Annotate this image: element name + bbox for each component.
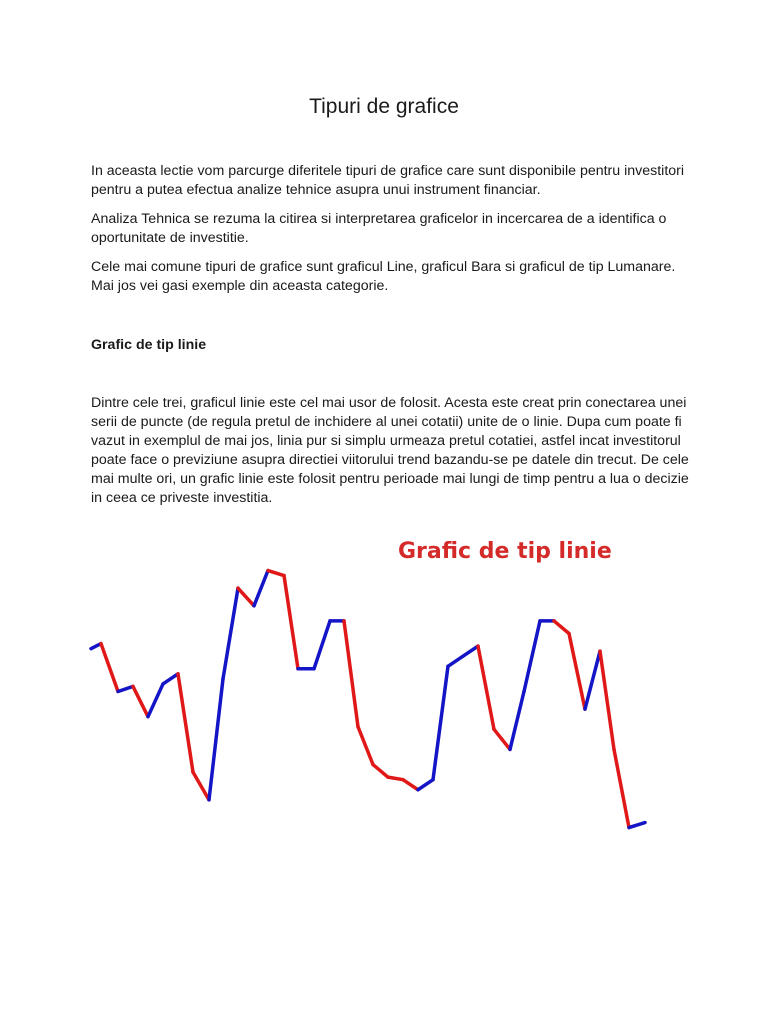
chart-line-segment [358,727,373,765]
chart-line-segment [585,651,600,709]
chart-line-segment [101,644,118,692]
chart-line-segment [254,571,268,606]
chart-line-segment [178,674,193,772]
chart-line-segment [554,621,569,634]
chart-series-line [91,571,645,828]
section-heading: Grafic de tip linie [91,337,207,353]
analysis-paragraph: Analiza Tehnica se rezuma la citirea si interpretarea graficelor in incercarea de a identifica o oportunitate de investitie. [91,211,667,246]
chart-line-segment [373,765,388,778]
chart-title: Grafic de tip linie [398,539,612,564]
chart-line-segment [133,686,148,716]
chart-line-segment [569,634,585,710]
chart-line-segment [388,777,403,780]
chart-line-segment [478,646,494,729]
page-title: Tipuri de grafice [309,95,459,118]
chart-line-segment [284,576,298,669]
chart-line-segment [433,666,448,779]
chart-line-segment [268,571,284,576]
chart-line-segment [418,780,433,790]
chart-line-segment [238,588,254,606]
chart-line-segment [600,651,614,749]
chart-line-segment [148,684,163,717]
chart-line-segment [614,749,629,827]
chart-line-segment [223,588,238,679]
chart-line-segment [163,674,178,684]
chart-line-segment [524,621,540,692]
chart-line-segment [118,686,133,691]
line-chart-paragraph: Dintre cele trei, graficul linie este cel mai usor de folosit. Acesta este creat prin conectarea unei serii de puncte (de regula pretul de inchidere al unei cotatii) unite de o linie. Dupa cum poate fi vazut in exemplul de mai jos, linia pur si simplu urmeaza pretul cotatiei, astfel incat investitorul poate face o previziune asupra directiei viitorului trend bazandu-se pe datele din trecut. De cele mai multe ori, un grafic linie este folosit pentru perioade mai lungi de timp pentru a lua o decizie in ceea ce priveste investitia. [91,395,689,506]
chart-line-segment [314,621,330,669]
chart-line-segment [403,780,418,790]
chart-line-segment [463,646,478,656]
intro-paragraph: In aceasta lectie vom parcurge diferitele tipuri de grafice care sunt disponibile pentru investitori pentru a putea efectua analize tehnice asupra unui instrument financiar. [91,163,685,198]
chart-line-segment [494,729,510,749]
chart-line-segment [629,823,645,828]
chart-line-segment [209,679,223,800]
chart-line-segment [193,772,209,800]
chart-types-paragraph: Cele mai comune tipuri de grafice sunt graficul Line, graficul Bara si graficul de tip Lumanare. Mai jos vei gasi exemple din aceasta categorie. [91,259,676,294]
line-chart [0,520,768,860]
chart-line-segment [344,621,358,727]
chart-line-segment [448,656,463,666]
chart-line-segment [510,691,524,749]
